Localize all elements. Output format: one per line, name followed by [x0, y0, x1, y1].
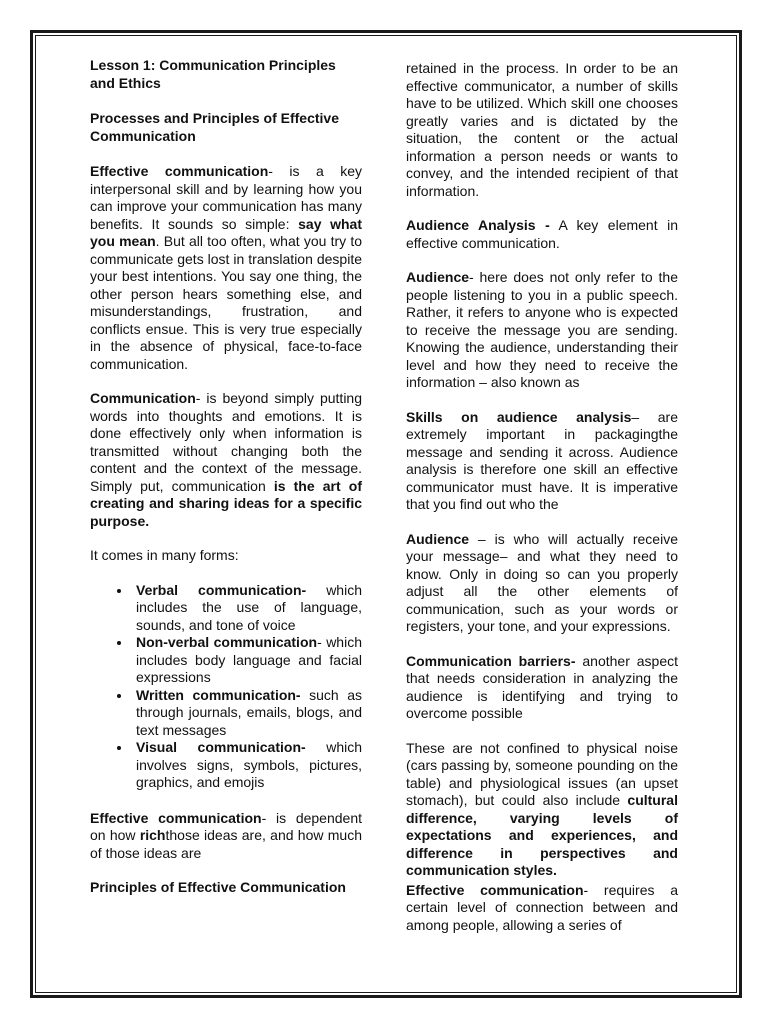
paragraph-retained: retained in the process. In order to be an effective communicator, a number of skills have to be utilized. Which skill one chooses greatly varies and is dictated by the situation, the content or the actual information a person needs or wants to convey, and the intended recipient of that information.: [406, 60, 678, 199]
forms-intro: It comes in many forms:: [90, 547, 239, 563]
paragraph-noise: These are not confined to physical noise (cars passing by, someone pounding on the table) and physiological issues (an upset stomach), but could also include cultural difference, varying levels of expectations and experiences, and difference in perspectives and communication styles.: [406, 739, 678, 878]
paragraph-communication-barriers: Communication barriers- another aspect that needs consideration in analyzing the audience is identifying and trying to overcome possible: [406, 652, 678, 721]
paragraph-communication: Communication- is beyond simply putting words into thoughts and emotions. It is done effectively only when information is transmitted without changing both the content and the context of the message. Simply put, communication is the art of creating and sharing ideas for a specific purpose.: [90, 390, 362, 529]
list-item: • Verbal communication- which includes the use of language, sounds, and tone of voice: [132, 582, 362, 635]
term-effective-communication: Effective communication: [90, 163, 269, 179]
paragraph-connection: Effective communication- requires a certain level of connection between and among people, allowing a series of: [406, 881, 678, 933]
paragraph-audience-analysis: Audience Analysis - A key element in effective communication.: [406, 217, 678, 251]
list-item: • Visual communication- which involves signs, symbols, pictures, graphics, and emojis: [132, 739, 362, 792]
list-item: • Non-verbal communication- which includes body language and facial expressions: [132, 634, 362, 687]
page-frame: [30, 30, 742, 998]
paragraph-richness: Effective communication- is dependent on how richthose ideas are, and how much of those ideas are: [90, 809, 363, 861]
paragraph-audience-receiver: Audience – is who will actually receive your message– and what they need to know. Only in doing so can you properly adjust all the other elements of communication, such as your words or registers, your tone, and your expressions.: [406, 530, 678, 634]
principles-title: Principles of Effective Communication: [90, 879, 346, 895]
section-title: Processes and Principles of Effective Communication: [90, 110, 339, 144]
forms-list: [90, 582, 362, 792]
emphasis-cultural-difference: cultural difference, varying levels of expectations and experiences, and difference in perspectives and communication styles.: [406, 792, 678, 878]
list-item: • Written communication- such as through journals, emails, blogs, and text messages: [132, 687, 362, 740]
paragraph-audience: Audience- here does not only refer to the people listening to you in a public speech. Rather, it refers to anyone who is expected to receive the message you are sending. Knowing the audience, understanding their level and how they need to receive the information – also known as: [406, 269, 678, 390]
term-communication: Communication: [90, 390, 196, 406]
emphasis-rich: rich: [139, 827, 166, 843]
paragraph-skills-audience-analysis: Skills on audience analysis– are extremely important in packagingthe message and sending it across. Audience analysis is therefore one skill an effective communicator must have. It is imperative that you find out who the: [406, 408, 678, 512]
emphasis-say-what-you-mean: say what you mean: [90, 215, 362, 249]
paragraph-effective-communication: Effective communication- is a key interpersonal skill and by learning how you can improve your communication has many benefits. It sounds so simple: say what you mean. But all too often, what you try to communicate gets lost in translation despite your best intentions. You say one thing, the other person hears something else, and misunderstandings, frustration, and conflicts ensue. This is very true especially in the absence of physical, face-to-face communication.: [90, 163, 363, 372]
right-column: [406, 60, 678, 934]
emphasis-art-of-creating: is the art of creating and sharing ideas for a specific purpose.: [90, 477, 362, 529]
left-column: [90, 57, 362, 914]
lesson-title: Lesson 1: Communication Principles and Ethics: [90, 57, 336, 91]
